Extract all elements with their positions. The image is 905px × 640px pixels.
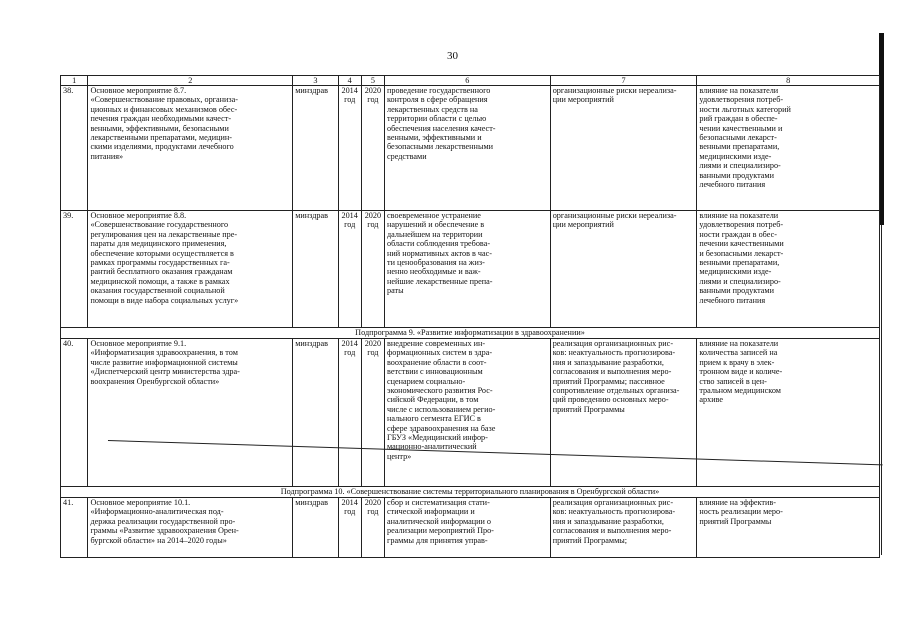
subprogram-heading-row <box>61 328 880 339</box>
scan-edge-line <box>881 225 882 555</box>
executor: минздрав <box>293 211 338 328</box>
column-number: 1 <box>61 76 88 86</box>
executor: минздрав <box>293 86 338 211</box>
row-number: 41. <box>61 498 88 558</box>
column-number: 6 <box>385 76 551 86</box>
end-year: 2020 год <box>361 86 384 211</box>
column-number-row <box>61 76 880 86</box>
row-number: 38. <box>61 86 88 211</box>
table-row <box>61 339 880 487</box>
row-number: 40. <box>61 339 88 487</box>
indicator-relation: влияние на эффектив- ность реализации меро- приятий Программы <box>697 498 880 558</box>
column-number: 7 <box>550 76 697 86</box>
expected-result: сбор и систематизация стати- стической информации и аналитической информации о реализации мероприятий Про- граммы для принятия управ- <box>385 498 551 558</box>
risk: реализация организационных рис- ков: неактуальность прогнозирова- ния и запаздывание разработки, согласования и выполнения меро- приятий Программы; <box>550 498 697 558</box>
column-number: 2 <box>88 76 293 86</box>
measure-name: Основное мероприятие 10.1. «Информационно-аналитическая под- держка реализации государственной про- граммы «Развитие здравоохранения Орен- бургской области» на 2014–2020 годы» <box>88 498 293 558</box>
subprogram-heading: Подпрограмма 10. «Совершенствование системы территориального планирования в Оренбургской области» <box>61 487 880 498</box>
executor: минздрав <box>293 339 338 487</box>
end-year: 2020 год <box>361 498 384 558</box>
measures-table <box>60 75 880 558</box>
risk: организационные риски нереализа- ции мероприятий <box>550 211 697 328</box>
table-row <box>61 86 880 211</box>
indicator-relation: влияние на показатели количества записей на прием к врачу в элек- тронном виде и количе- ство записей в цен- тральном медицинском архиве <box>697 339 880 487</box>
end-year: 2020 год <box>361 211 384 328</box>
start-year: 2014 год <box>338 86 361 211</box>
subprogram-heading-row <box>61 487 880 498</box>
column-number: 8 <box>697 76 880 86</box>
column-number: 4 <box>338 76 361 86</box>
start-year: 2014 год <box>338 339 361 487</box>
expected-result: проведение государственного контроля в сфере обращения лекарственных средств на территории области с целью обеспечения населения качест- венными, эффективными и безопасными лекарственными средствами <box>385 86 551 211</box>
column-number: 5 <box>361 76 384 86</box>
expected-result: внедрение современных ин- формационных систем в здра- воохранение области в соот- ветствии с инновационным сценарием социально- экономического развития Рос- сийской Федерации, в том числе с использованием регио- нального сегмента ЕГИС в сфере здравоохранения на базе ГБУЗ «Медицинский инфор- мационно-аналитический центр» <box>385 339 551 487</box>
measure-name: Основное мероприятие 8.7. «Совершенствование правовых, организа- ционных и финансовых механизмов обес- печения граждан необходимыми качест- венными, эффективными, безопасными лекарственными препаратами, медицин- скими изделиями, продуктами лечебного питания» <box>88 86 293 211</box>
measure-name: Основное мероприятие 9.1. «Информатизация здравоохранения, в том числе развитие информационной системы «Диспетчерский центр министерства здра- воохранения Оренбургской области» <box>88 339 293 487</box>
table-row <box>61 498 880 558</box>
executor: минздрав <box>293 498 338 558</box>
indicator-relation: влияние на показатели удовлетворения потреб- ности граждан в обес- печении качественными и безопасными лекарст- венными препаратами, медицинскими изде- лиями и специализиро- ванными продуктами лечебного питания <box>697 211 880 328</box>
measure-name: Основное мероприятие 8.8. «Совершенствование государственного регулирования цен на лекарственные пре- параты для медицинского применения, обеспечение которыми осуществляется в рамках программы государственных га- рантий бесплатного оказания гражданам медицинской помощи, а также в рамках оказания государственной социальной помощи в виде набора социальных услуг» <box>88 211 293 328</box>
risk: реализация организационных рис- ков: неактуальность прогнозирова- ния и запаздывание разработки, согласования и выполнения меро- приятий Программы; пассивное сопротивление отдельных организа- ций проведению основных меро- приятий Программы <box>550 339 697 487</box>
start-year: 2014 год <box>338 211 361 328</box>
expected-result: своевременное устранение нарушений и обеспечение в дальнейшем на территории области соблюдения требова- ний нормативных актов в час- ти ценообразования на жиз- ненно необходимые и важ- нейшие лекарственные препа- раты <box>385 211 551 328</box>
risk: организационные риски нереализа- ции мероприятий <box>550 86 697 211</box>
table-row <box>61 211 880 328</box>
subprogram-heading: Подпрограмма 9. «Развитие информатизации в здравоохранении» <box>61 328 880 339</box>
row-number: 39. <box>61 211 88 328</box>
indicator-relation: влияние на показатели удовлетворения потреб- ности льготных категорий рий граждан в обеспе- чении качественными и безопасными лекарст- венными препаратами, медицинскими изде- лиями и специализиро- ванными продуктами лечебного питания <box>697 86 880 211</box>
end-year: 2020 год <box>361 339 384 487</box>
start-year: 2014 год <box>338 498 361 558</box>
page-number: 30 <box>447 50 458 62</box>
column-number: 3 <box>293 76 338 86</box>
